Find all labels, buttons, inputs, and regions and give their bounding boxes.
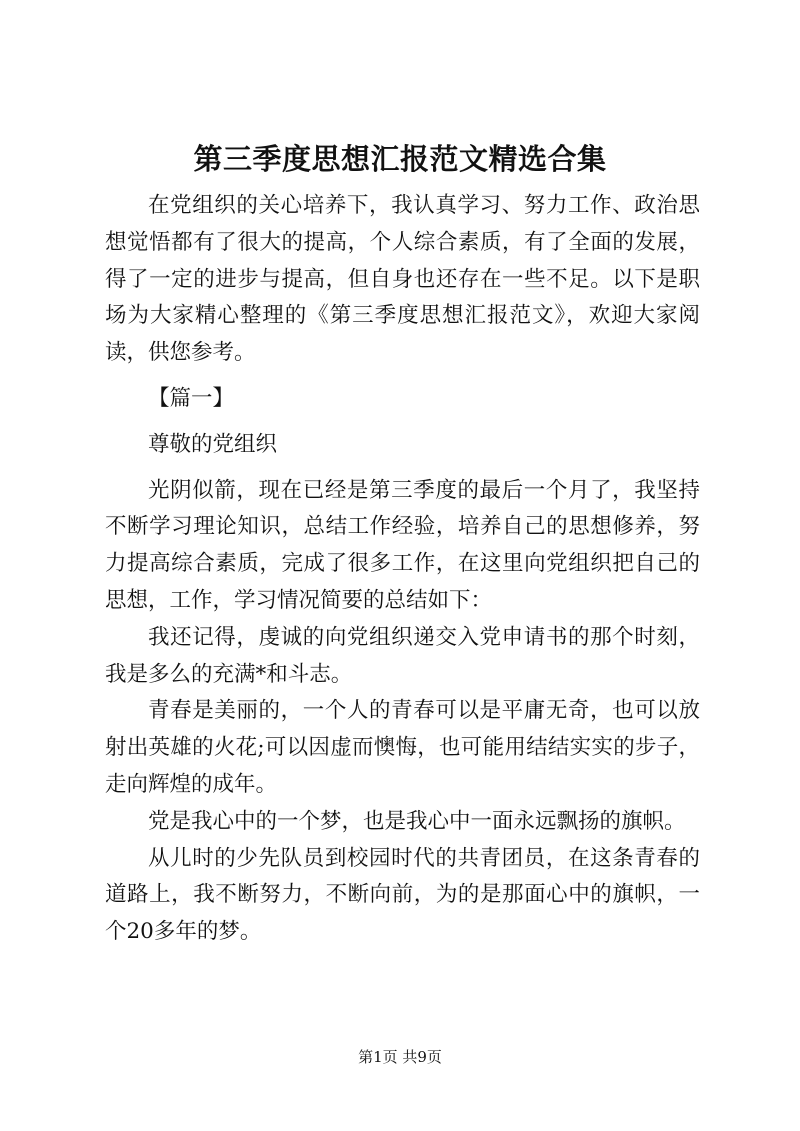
body-paragraph: 光阴似箭，现在已经是第三季度的最后一个月了，我坚持不断学习理论知识，总结工作经验，培养自己的思想修养，努力提高综合素质，完成了很多工作，在这里向党组织把自己的思想，工作，学习情况简要的总结如下： — [105, 477, 700, 613]
document-body — [105, 188, 700, 951]
body-paragraph: 党是我心中的一个梦，也是我心中一面永远飘扬的旗帜。 — [148, 808, 686, 834]
page-footer — [0, 1047, 800, 1067]
body-paragraph: 青春是美丽的，一个人的青春可以是平庸无奇，也可以放射出英雄的火花;可以因虚而懊悔，也可能用结结实实的步子，走向辉煌的成年。 — [105, 698, 700, 797]
body-paragraph: 从儿时的少先队员到校园时代的共青团员，在这条青春的道路上，我不断努力，不断向前，为的是那面心中的旗帜，一个20多年的梦。 — [105, 845, 700, 945]
page-indicator: 第1页 共9页 — [358, 1048, 442, 1066]
section-heading: 【篇一】 — [148, 385, 235, 411]
intro-paragraph: 在党组织的关心培养下，我认真学习、努力工作、政治思想觉悟都有了很大的提高，个人综合素质，有了全面的发展，得了一定的进步与提高，但自身也还存在一些不足。以下是职场为大家精心整理的《第三季度思想汇报范文》，欢迎大家阅读，供您参考。 — [105, 193, 700, 366]
document-title: 第三季度思想汇报范文精选合集 — [193, 142, 607, 176]
body-paragraph: 我还记得，虔诚的向党组织递交入党申请书的那个时刻，我是多么的充满*和斗志。 — [105, 624, 700, 687]
salutation: 尊敬的党组织 — [148, 431, 278, 457]
